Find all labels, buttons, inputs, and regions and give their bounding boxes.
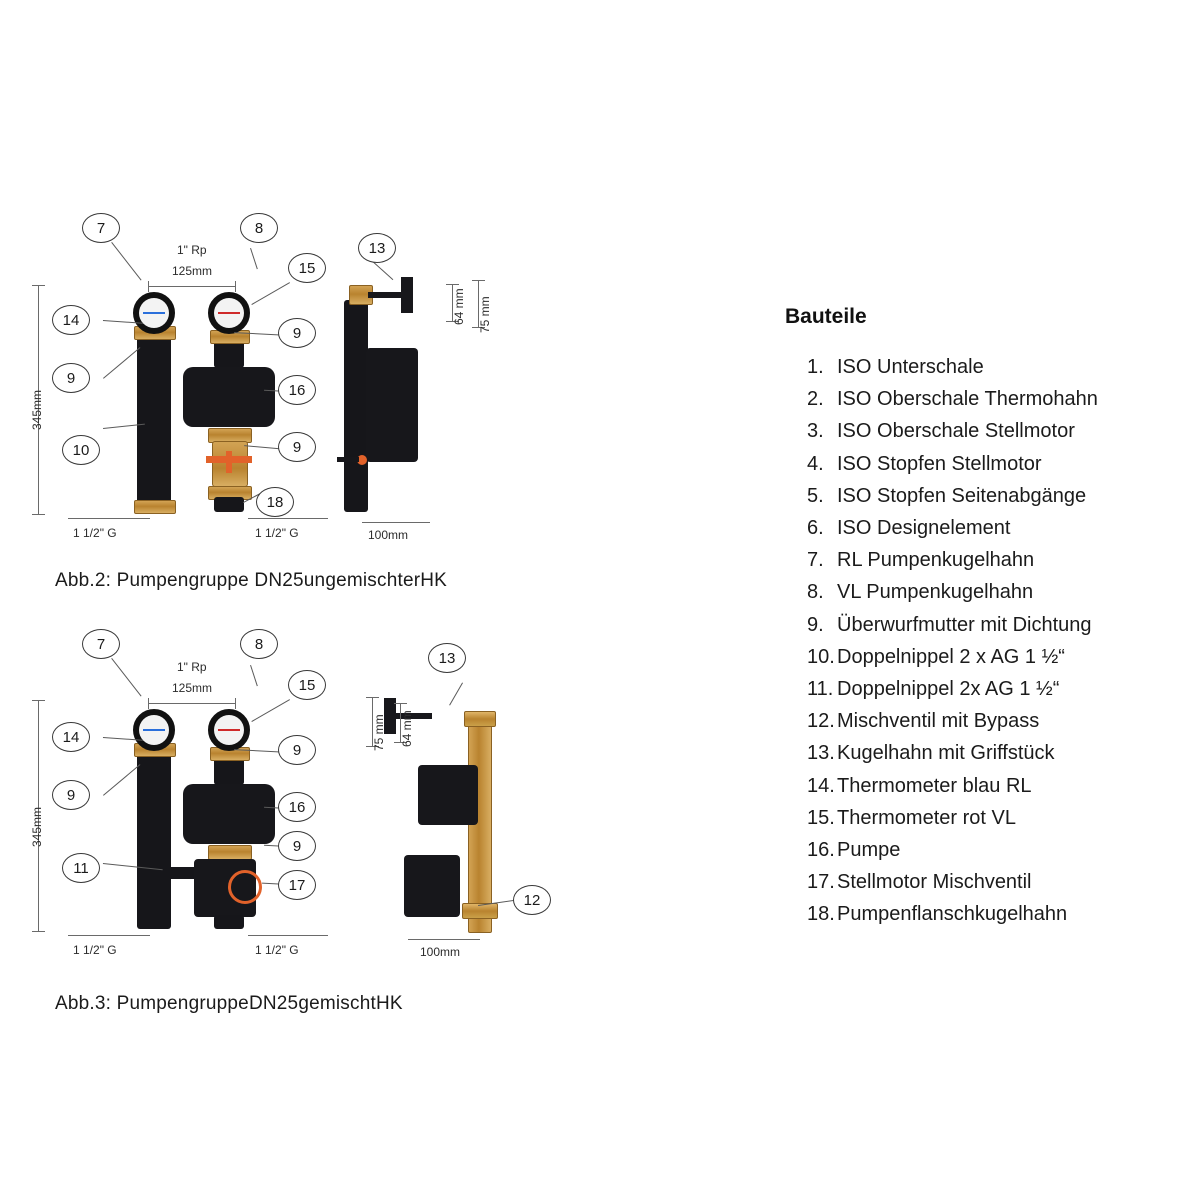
list-item: [785, 737, 1185, 769]
callout-9-c: 9: [278, 831, 316, 861]
figure-pumpengruppe-gemischt: [0, 415, 700, 1035]
dim-height-label: 345mm: [30, 389, 44, 430]
leader-line: [103, 347, 140, 379]
list-item: [785, 834, 1185, 866]
dim-width-line: [148, 286, 236, 287]
thermometer-blue-rl: [133, 292, 175, 334]
list-item-number: 18.: [807, 903, 835, 926]
list-item-number: 1.: [807, 356, 824, 378]
list-item-number: 9.: [807, 613, 824, 636]
gauge-face: [214, 298, 244, 328]
dim-width-label: 125mm: [172, 681, 213, 695]
list-item-number: 2.: [807, 388, 824, 411]
dim-depth-a-label: 64 mm: [452, 288, 466, 325]
figure-caption: Abb.2: Pumpengruppe DN25ungemischterHK: [55, 570, 448, 591]
thermometer-red-vl: [208, 709, 250, 751]
list-item-label: ISO Stopfen Seitenabgänge: [837, 484, 1087, 507]
list-item-label: RL Pumpenkugelhahn: [837, 549, 1035, 572]
flow-pipe-upper: [214, 757, 244, 785]
list-item: [785, 415, 1185, 447]
dim-height-label: 345mm: [30, 806, 44, 847]
gauge-needle: [218, 312, 240, 314]
ball-valve-grip: [401, 277, 413, 313]
gauge-needle: [218, 729, 240, 731]
return-pipe: [137, 747, 171, 929]
dim-depth-b-label: 75 mm: [478, 296, 492, 333]
list-item-number: 16.: [807, 839, 835, 862]
callout-16: 16: [278, 792, 316, 822]
dim-width-line: [148, 703, 236, 704]
list-item: [785, 641, 1185, 673]
pump-body: [183, 784, 275, 844]
list-item-number: 4.: [807, 452, 824, 475]
list-item-number: 7.: [807, 549, 824, 572]
dim-bottom-left-label: 1 1/2" G: [73, 943, 117, 957]
leader-line: [251, 282, 290, 305]
list-item-number: 5.: [807, 484, 824, 507]
flow-pipe-upper: [214, 340, 244, 368]
leader-line: [111, 242, 141, 280]
gauge-face: [214, 715, 244, 745]
pump-body: [183, 367, 275, 427]
mix-valve-nut: [208, 845, 252, 860]
list-item-label: ISO Stopfen Stellmotor: [837, 452, 1042, 475]
callout-18: 18: [256, 487, 294, 517]
gauge-needle: [143, 729, 165, 731]
callout-7: 7: [82, 213, 120, 243]
parts-list-items: [785, 351, 1185, 931]
callout-9-a: 9: [52, 363, 90, 393]
leader-line: [111, 658, 141, 696]
dim-thread-label: 1" Rp: [177, 660, 207, 674]
list-item-label: Pumpenflanschkugelhahn: [837, 903, 1068, 926]
list-item-number: 17.: [807, 871, 835, 894]
leader-line: [373, 262, 393, 280]
dim-bottom-right-line: [362, 522, 430, 523]
thermometer-red-vl: [208, 292, 250, 334]
list-item-number: 10.: [807, 645, 835, 668]
list-item-number: 13.: [807, 742, 835, 765]
list-item: [785, 898, 1185, 930]
dim-depth-b-label: 64 mm: [400, 710, 414, 747]
list-item: [785, 383, 1185, 415]
dim-bottom-mid-label: 1 1/2" G: [255, 526, 299, 540]
callout-8: 8: [240, 213, 278, 243]
list-item-label: ISO Oberschale Thermohahn: [837, 388, 1098, 411]
list-item-label: Doppelnippel 2 x AG 1 ½“: [837, 645, 1065, 668]
actuator-dial: [228, 870, 262, 904]
leader-line: [250, 665, 258, 686]
leader-line: [449, 683, 463, 706]
callout-13: 13: [358, 233, 396, 263]
list-item: [785, 802, 1185, 834]
list-item-label: VL Pumpenkugelhahn: [837, 581, 1034, 604]
parts-list: [785, 305, 1185, 931]
list-item-number: 3.: [807, 420, 824, 443]
flow-bottom-stub: [214, 915, 244, 929]
callout-10: 10: [62, 435, 100, 465]
callout-15: 15: [288, 253, 326, 283]
gauge-needle: [143, 312, 165, 314]
list-item-number: 12.: [807, 710, 835, 733]
leader-line: [250, 248, 258, 269]
list-item-label: Stellmotor Mischventil: [837, 871, 1032, 894]
callout-11: 11: [62, 853, 100, 883]
callout-16: 16: [278, 375, 316, 405]
list-item: [785, 512, 1185, 544]
list-item-number: 15.: [807, 806, 835, 829]
list-item-number: 8.: [807, 581, 824, 604]
list-item-label: Mischventil mit Bypass: [837, 710, 1040, 733]
list-item: [785, 609, 1185, 641]
list-item: [785, 351, 1185, 383]
list-item: [785, 576, 1185, 608]
list-item: [785, 448, 1185, 480]
callout-15: 15: [288, 670, 326, 700]
dim-bottom-left-label: 1 1/2" G: [73, 526, 117, 540]
callout-9-b: 9: [278, 318, 316, 348]
list-item-label: Kugelhahn mit Griffstück: [837, 742, 1055, 765]
side-view-actuator: [404, 855, 460, 917]
callout-9-c: 9: [278, 432, 316, 462]
leader-line: [103, 764, 140, 796]
gauge-face: [139, 298, 169, 328]
list-item-label: ISO Oberschale Stellmotor: [837, 420, 1075, 443]
list-item-label: ISO Designelement: [837, 517, 1011, 540]
dim-bottom-right-label: 100mm: [420, 945, 461, 959]
dim-bottom-mid-label: 1 1/2" G: [255, 943, 299, 957]
list-item-label: Thermometer blau RL: [837, 774, 1032, 797]
callout-9-b: 9: [278, 735, 316, 765]
callout-14: 14: [52, 305, 90, 335]
list-item-label: Pumpe: [837, 839, 901, 862]
list-item-number: 11.: [807, 678, 834, 701]
dim-bottom-left-line: [68, 935, 150, 936]
list-item: [785, 866, 1185, 898]
dim-bottom-mid-line: [248, 518, 328, 519]
list-item-number: 14.: [807, 774, 835, 797]
callout-13: 13: [428, 643, 466, 673]
list-item: [785, 673, 1185, 705]
list-item-label: Überwurfmutter mit Dichtung: [837, 613, 1092, 636]
list-item-label: ISO Unterschale: [837, 356, 984, 378]
list-item-label: Thermometer rot VL: [837, 806, 1016, 829]
dim-bottom-right-line: [408, 939, 480, 940]
dim-bottom-mid-line: [248, 935, 328, 936]
leader-line: [251, 699, 290, 722]
list-item: [785, 544, 1185, 576]
dim-thread-label: 1" Rp: [177, 243, 207, 257]
figure-caption: Abb.3: PumpengruppeDN25gemischtHK: [55, 993, 403, 1014]
thermometer-blue-rl: [133, 709, 175, 751]
list-item-number: 6.: [807, 517, 824, 540]
side-view-nut-top: [464, 711, 496, 727]
list-item: [785, 480, 1185, 512]
parts-list-title: Bauteile: [785, 305, 867, 328]
callout-12: 12: [513, 885, 551, 915]
gauge-face: [139, 715, 169, 745]
list-item: [785, 770, 1185, 802]
dim-width-label: 125mm: [172, 264, 213, 278]
callout-9-a: 9: [52, 780, 90, 810]
callout-17: 17: [278, 870, 316, 900]
callout-8: 8: [240, 629, 278, 659]
list-item: [785, 705, 1185, 737]
list-item-label: Doppelnippel 2x AG 1 ½“: [837, 678, 1060, 701]
callout-14: 14: [52, 722, 90, 752]
callout-7: 7: [82, 629, 120, 659]
side-view-pump-body: [418, 765, 478, 825]
dim-bottom-right-label: 100mm: [368, 528, 409, 542]
dim-bottom-left-line: [68, 518, 150, 519]
dim-depth-a-label: 75 mm: [372, 714, 386, 751]
